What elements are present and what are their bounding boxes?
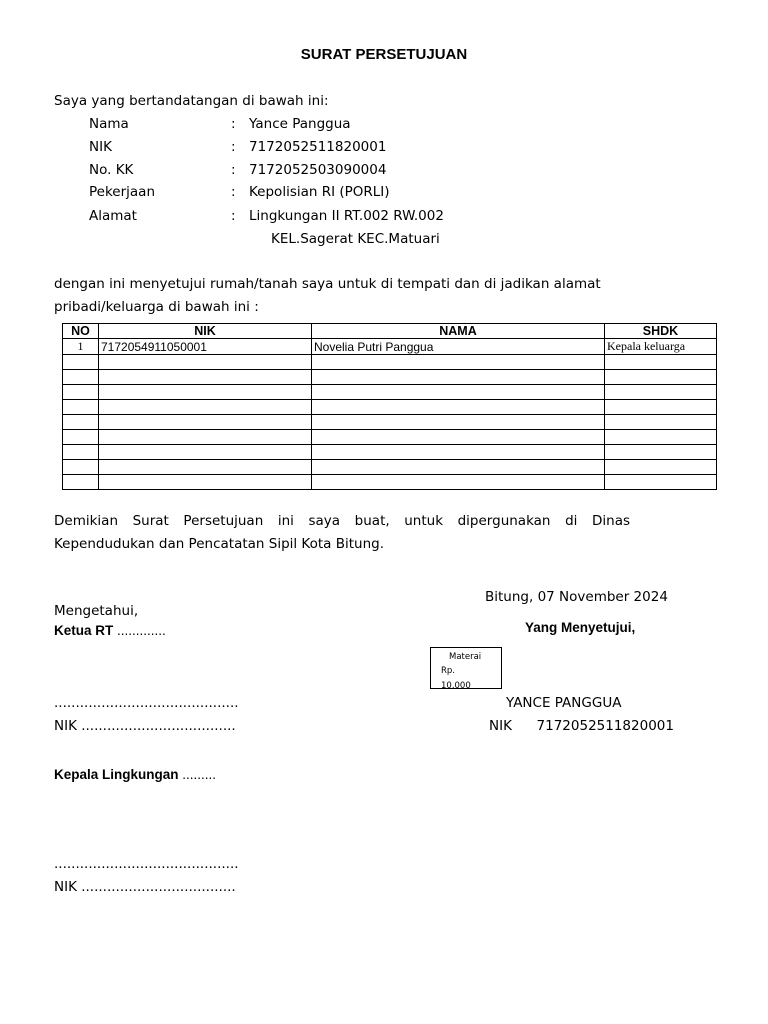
table-row bbox=[63, 370, 717, 385]
colon: : bbox=[231, 208, 236, 224]
materai-stamp bbox=[430, 647, 502, 689]
cell-no bbox=[63, 445, 99, 460]
colon: : bbox=[231, 139, 236, 155]
cell-nama bbox=[312, 400, 605, 415]
ketua-rt-dots: ............. bbox=[113, 623, 166, 638]
nama-value: Yance Panggua bbox=[249, 116, 351, 132]
pekerjaan-label: Pekerjaan bbox=[89, 184, 156, 200]
cell-no bbox=[63, 430, 99, 445]
kk-label: No. KK bbox=[89, 162, 134, 178]
header-no: NO bbox=[63, 324, 99, 339]
ketua-rt-label: Ketua RT bbox=[54, 623, 114, 638]
nik-value: 7172052511820001 bbox=[249, 139, 387, 155]
cell-no bbox=[63, 400, 99, 415]
cell-nama bbox=[312, 475, 605, 490]
header-shdk: SHDK bbox=[605, 324, 717, 339]
nik-label: NIK bbox=[89, 139, 112, 155]
cell-shdk bbox=[605, 445, 717, 460]
yang-menyetujui-label: Yang Menyetujui, bbox=[525, 620, 636, 635]
cell-no bbox=[63, 370, 99, 385]
colon: : bbox=[231, 162, 236, 178]
cell-shdk bbox=[605, 430, 717, 445]
consent-text-line1: dengan ini menyetujui rumah/tanah saya untuk di tempati dan di jadikan alamat bbox=[54, 276, 601, 292]
nama-label: Nama bbox=[89, 116, 129, 132]
cell-nama bbox=[312, 370, 605, 385]
cell-nik bbox=[99, 430, 312, 445]
cell-nik bbox=[99, 355, 312, 370]
cell-nama bbox=[312, 445, 605, 460]
colon: : bbox=[231, 184, 236, 200]
stamp-line1: Materai bbox=[449, 652, 482, 662]
table-row bbox=[63, 460, 717, 475]
cell-shdk bbox=[605, 355, 717, 370]
ketua-rt-line bbox=[54, 620, 166, 639]
table-row bbox=[63, 475, 717, 490]
closing-text-line1: Demikian Surat Persetujuan ini saya buat, untuk dipergunakan di Dinas bbox=[54, 513, 630, 529]
cell-nik: 7172054911050001 bbox=[99, 339, 312, 355]
table-row bbox=[63, 339, 717, 355]
place-date: Bitung, 07 November 2024 bbox=[485, 589, 668, 605]
mengetahui-label: Mengetahui, bbox=[54, 603, 139, 619]
table-row bbox=[63, 355, 717, 370]
cell-nik bbox=[99, 445, 312, 460]
kepala-signature-line: ........................................... bbox=[54, 856, 239, 872]
cell-shdk bbox=[605, 370, 717, 385]
alamat-value-line2: KEL.Sagerat KEC.Matuari bbox=[271, 231, 440, 247]
table-row bbox=[63, 400, 717, 415]
consent-text-line2: pribadi/keluarga di bawah ini : bbox=[54, 299, 259, 315]
signer-nik-value: 7172052511820001 bbox=[536, 718, 674, 734]
cell-nik bbox=[99, 475, 312, 490]
rt-nik-line: NIK .................................... bbox=[54, 718, 236, 734]
alamat-value: Lingkungan II RT.002 RW.002 bbox=[249, 208, 444, 224]
signer-nik-line bbox=[489, 718, 674, 734]
cell-no bbox=[63, 475, 99, 490]
cell-shdk bbox=[605, 460, 717, 475]
document-title: SURAT PERSETUJUAN bbox=[300, 46, 468, 63]
cell-nama bbox=[312, 430, 605, 445]
cell-nik bbox=[99, 460, 312, 475]
cell-shdk bbox=[605, 400, 717, 415]
cell-no bbox=[63, 415, 99, 430]
table-row bbox=[63, 430, 717, 445]
signer-nik-label: NIK bbox=[489, 718, 512, 734]
kepala-nik-line: NIK .................................... bbox=[54, 879, 236, 895]
kepala-lingkungan-line bbox=[54, 764, 216, 783]
cell-nama bbox=[312, 355, 605, 370]
cell-shdk bbox=[605, 415, 717, 430]
family-table bbox=[62, 323, 717, 490]
cell-nik bbox=[99, 415, 312, 430]
signer-name: YANCE PANGGUA bbox=[506, 695, 622, 711]
header-nik: NIK bbox=[99, 324, 312, 339]
cell-shdk: Kepala keluarga bbox=[605, 339, 717, 355]
header-nama: NAMA bbox=[312, 324, 605, 339]
table-row bbox=[63, 415, 717, 430]
cell-nama bbox=[312, 415, 605, 430]
cell-nik bbox=[99, 370, 312, 385]
kepala-lingkungan-label: Kepala Lingkungan bbox=[54, 767, 179, 782]
pekerjaan-value: Kepolisian RI (PORLI) bbox=[249, 184, 390, 200]
stamp-line2: Rp. bbox=[441, 666, 456, 676]
cell-shdk bbox=[605, 385, 717, 400]
stamp-line3: 10.000 bbox=[441, 681, 471, 689]
cell-shdk bbox=[605, 475, 717, 490]
cell-no bbox=[63, 355, 99, 370]
kepala-lingkungan-dots: ......... bbox=[178, 767, 217, 782]
cell-nik bbox=[99, 400, 312, 415]
cell-nama: Novelia Putri Panggua bbox=[312, 339, 605, 355]
cell-no bbox=[63, 460, 99, 475]
cell-no: 1 bbox=[63, 339, 99, 355]
alamat-label: Alamat bbox=[89, 208, 137, 224]
table-row bbox=[63, 385, 717, 400]
table-row bbox=[63, 445, 717, 460]
table-header-row bbox=[63, 324, 717, 339]
cell-no bbox=[63, 385, 99, 400]
rt-signature-line: ........................................... bbox=[54, 695, 239, 711]
intro-text: Saya yang bertandatangan di bawah ini: bbox=[54, 93, 329, 109]
kk-value: 7172052503090004 bbox=[249, 162, 387, 178]
cell-nik bbox=[99, 385, 312, 400]
cell-nama bbox=[312, 460, 605, 475]
colon: : bbox=[231, 116, 236, 132]
cell-nama bbox=[312, 385, 605, 400]
closing-text-line2: Kependudukan dan Pencatatan Sipil Kota Bitung. bbox=[54, 536, 385, 552]
